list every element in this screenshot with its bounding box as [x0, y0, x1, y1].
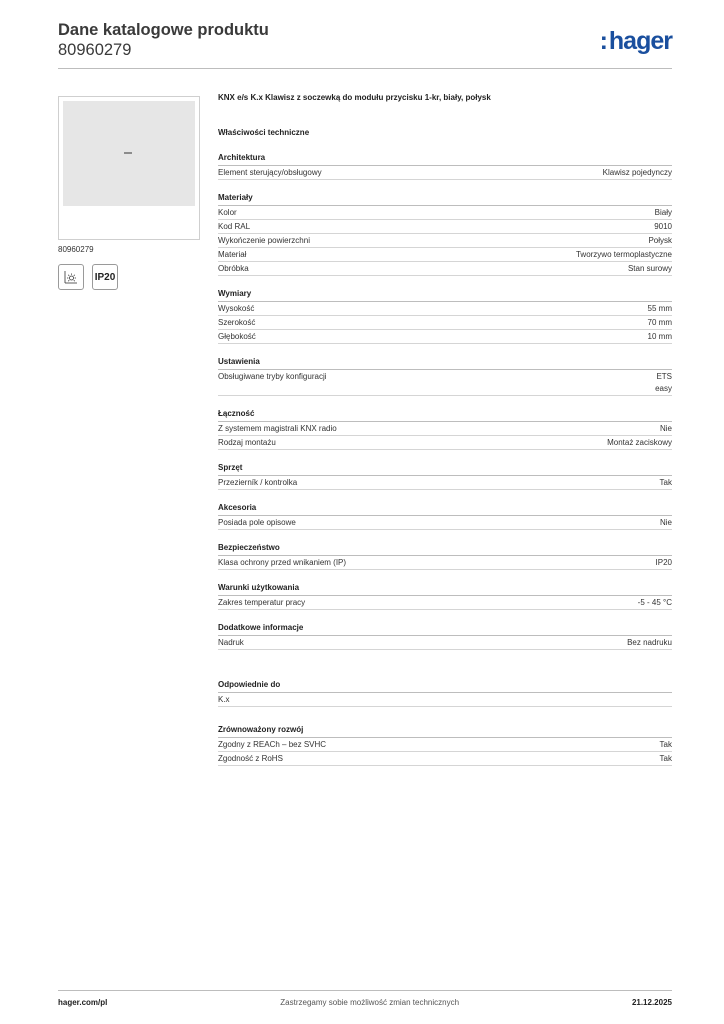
property-label: Wysokość [218, 304, 255, 313]
property-row [218, 636, 672, 650]
property-label: Rodzaj montażu [218, 438, 276, 447]
technical-properties-heading: Właściwości techniczne [218, 128, 310, 137]
property-value [648, 317, 672, 329]
product-image-frame [58, 96, 200, 240]
property-value [627, 637, 672, 649]
group-title: Zrównoważony rozwój [218, 725, 672, 738]
property-row [218, 248, 672, 262]
property-row [218, 370, 672, 396]
property-groups [218, 153, 672, 766]
badges [58, 264, 200, 290]
page-footer [58, 998, 672, 1007]
header-divider [58, 68, 672, 69]
logo-dots: : [599, 27, 608, 55]
property-value [628, 263, 672, 275]
property-row [218, 166, 672, 180]
group-title: Architektura [218, 153, 672, 166]
property-value [648, 235, 672, 247]
property-value-line: Biały [654, 208, 672, 217]
property-value-line: ETS [656, 372, 672, 381]
property-value [607, 437, 672, 449]
property-value-line: easy [655, 384, 672, 393]
property-value-line: Nie [659, 424, 672, 433]
property-label: Zgodność z RoHS [218, 754, 283, 763]
group-title: Sprzęt [218, 463, 672, 476]
hager-logo [600, 28, 672, 54]
property-row [218, 556, 672, 570]
property-row [218, 738, 672, 752]
footer-divider [58, 990, 672, 991]
group-title: Bezpieczeństwo [218, 543, 672, 556]
property-value [654, 221, 672, 233]
property-value [660, 739, 672, 751]
property-value-line: -5 - 45 °C [637, 598, 672, 607]
property-value [576, 249, 672, 261]
property-value [660, 477, 672, 489]
property-row [218, 206, 672, 220]
property-value-line: 70 mm [647, 318, 672, 327]
property-row [218, 302, 672, 316]
property-row [218, 596, 672, 610]
property-value-line: 10 mm [647, 332, 672, 341]
property-value-line: Nie [659, 518, 672, 527]
property-row [218, 422, 672, 436]
product-image-column [58, 96, 200, 290]
property-value [656, 557, 672, 569]
group-title: Odpowiednie do [218, 680, 672, 693]
property-label: Obróbka [218, 264, 249, 273]
property-value-line: 9010 [654, 222, 672, 231]
property-label: Wykończenie powierzchni [218, 236, 310, 245]
property-value-line: Montaż zaciskowy [607, 438, 672, 447]
property-row [218, 752, 672, 766]
property-label: Zgodny z REACh – bez SVHC [218, 740, 327, 749]
product-lens [124, 152, 132, 154]
property-value-line: Tak [659, 754, 672, 763]
property-label: Posiada pole opisowe [218, 518, 296, 527]
property-label: Element sterujący/obsługowy [218, 168, 322, 177]
property-row [218, 476, 672, 490]
property-row [218, 330, 672, 344]
group-title: Łączność [218, 409, 672, 422]
property-value [648, 303, 672, 315]
logo-text: hager [608, 27, 672, 55]
property-value [603, 167, 672, 179]
footer-disclaimer: Zastrzegamy sobie możliwość zmian technicznych [280, 998, 460, 1007]
ip-rating-badge: IP20 [92, 264, 118, 290]
property-value [655, 207, 672, 219]
property-value [660, 517, 672, 529]
property-row [218, 693, 672, 707]
property-value [638, 597, 672, 609]
property-row [218, 262, 672, 276]
property-value-line: Bez nadruku [627, 638, 672, 647]
group-title: Ustawienia [218, 357, 672, 370]
property-label: Klasa ochrony przed wnikaniem (IP) [218, 558, 347, 567]
property-label: Nadruk [218, 638, 244, 647]
property-value-line: Klawisz pojedynczy [602, 168, 672, 177]
property-row [218, 436, 672, 450]
property-value-line: Tak [659, 740, 672, 749]
property-label: Kod RAL [218, 222, 251, 231]
property-value-line: 55 mm [647, 304, 672, 313]
property-value-line: Połysk [648, 236, 672, 245]
property-value [655, 371, 672, 395]
product-description: KNX e/s K.x Klawisz z soczewką do modułu przycisku 1-kr, biały, połysk [218, 93, 491, 102]
property-row [218, 220, 672, 234]
property-label: Obsługiwane tryby konfiguracji [218, 372, 327, 381]
property-label: Kolor [218, 208, 237, 217]
property-value-line: Tak [659, 478, 672, 487]
property-value [660, 753, 672, 765]
document-title: Dane katalogowe produktu [58, 21, 269, 39]
property-label: Szerokość [218, 318, 256, 327]
property-value [648, 331, 672, 343]
light-sensor-icon-svg [63, 269, 79, 285]
property-label: Zakres temperatur pracy [218, 598, 306, 607]
document-number: 80960279 [58, 41, 132, 59]
property-label: Z systemem magistrali KNX radio [218, 424, 337, 433]
group-title: Warunki użytkowania [218, 583, 672, 596]
property-value-line: IP20 [655, 558, 672, 567]
group-title: Materiały [218, 193, 672, 206]
property-label: Przezierník / kontrolka [218, 478, 298, 487]
property-row [218, 516, 672, 530]
property-value [660, 423, 672, 435]
property-label: Głębokość [218, 332, 256, 341]
product-image-id: 80960279 [58, 245, 94, 254]
product-image [63, 101, 195, 206]
property-value-line: Stan surowy [627, 264, 672, 273]
property-row [218, 234, 672, 248]
property-value-line: Tworzywo termoplastyczne [575, 250, 672, 259]
group-title: Wymiary [218, 289, 672, 302]
light-sensor-icon [58, 264, 84, 290]
property-label: Materiał [218, 250, 247, 259]
property-label: K.x [218, 695, 230, 704]
footer-date: 21.12.2025 [631, 998, 672, 1007]
property-row [218, 316, 672, 330]
technical-data-column [218, 92, 672, 766]
group-title: Akcesoria [218, 503, 672, 516]
footer-website: hager.com/pl [58, 998, 108, 1007]
group-title: Dodatkowe informacje [218, 623, 672, 636]
page-header [58, 20, 269, 60]
